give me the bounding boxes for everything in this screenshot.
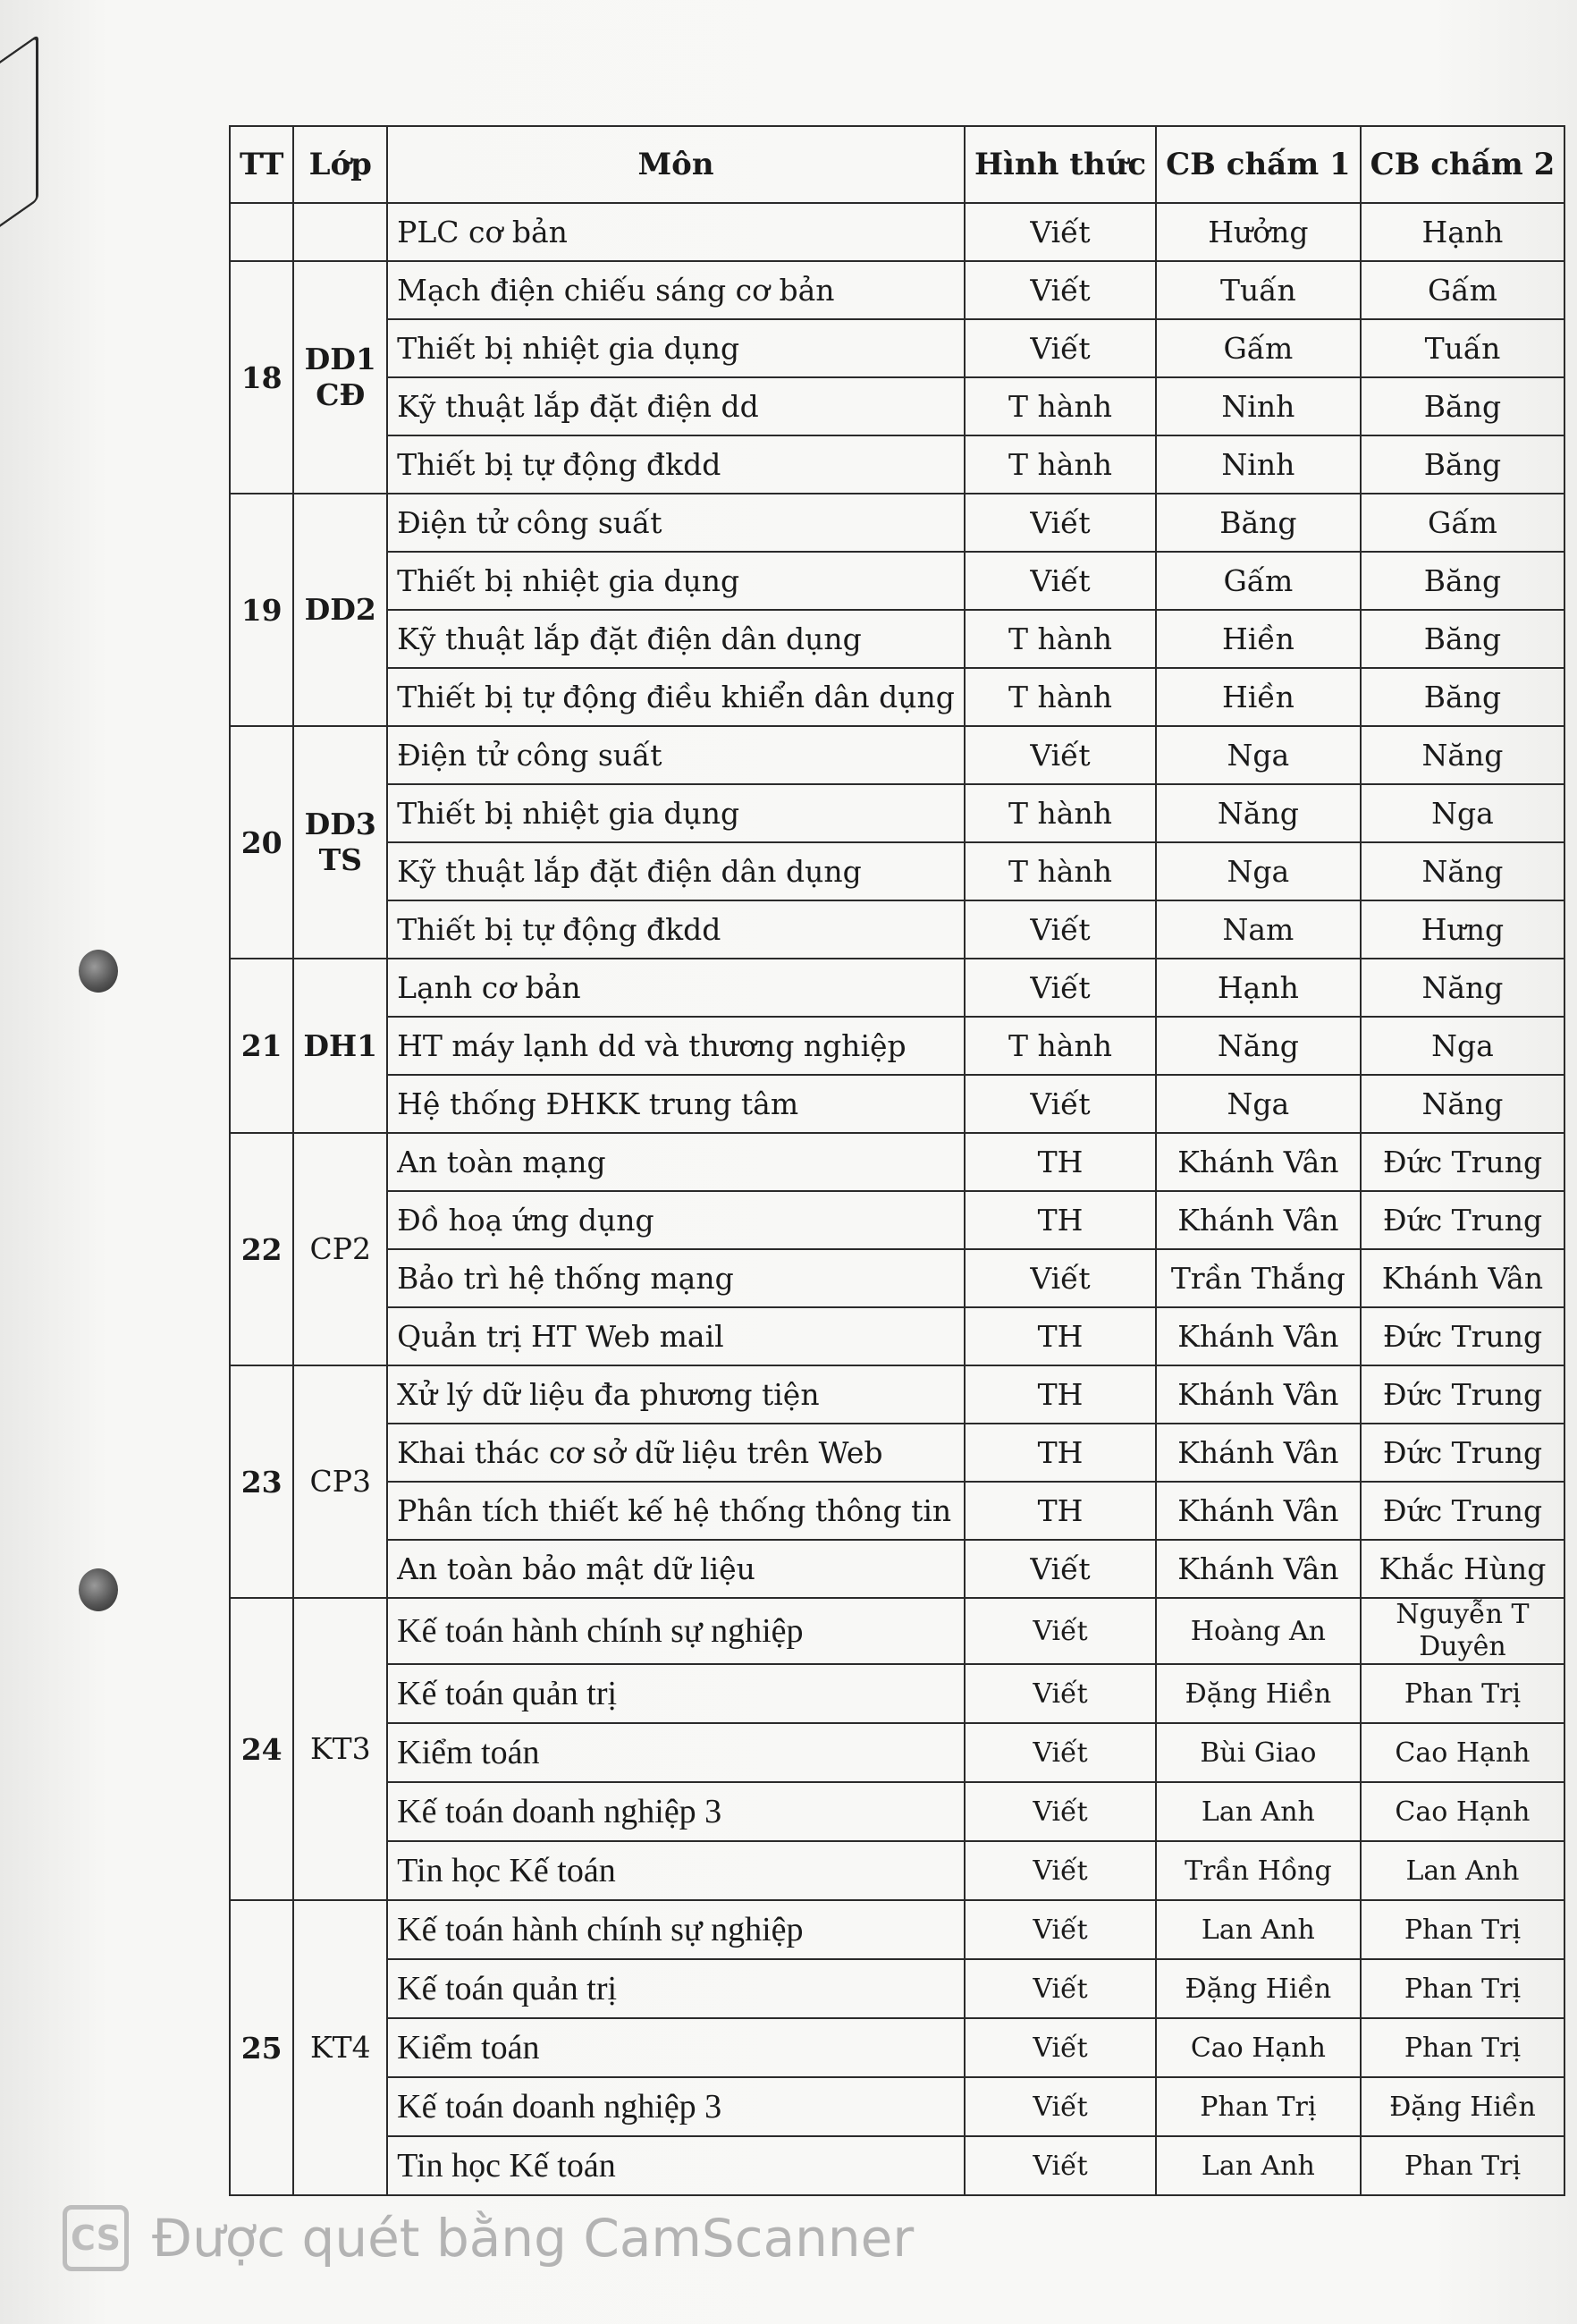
format-cell: TH — [965, 1424, 1156, 1482]
subject-cell: Kỹ thuật lắp đặt điện dân dụng — [387, 610, 965, 668]
subject-cell: Kỹ thuật lắp đặt điện dân dụng — [387, 842, 965, 900]
class-cell: CP2 — [293, 1133, 387, 1365]
grader2-cell: Đức Trung — [1361, 1191, 1565, 1249]
subject-cell: Khai thác cơ sở dữ liệu trên Web — [387, 1424, 965, 1482]
grader1-cell: Ninh — [1156, 377, 1361, 435]
lop-cell — [293, 203, 387, 261]
subject-cell: Hệ thống ĐHKK trung tâm — [387, 1075, 965, 1133]
subject-cell: Điện tử công suất — [387, 726, 965, 784]
tt-cell: 20 — [230, 726, 293, 959]
subject-cell: Bảo trì hệ thống mạng — [387, 1249, 965, 1307]
table-row — [230, 494, 1564, 552]
grading-schedule-table — [229, 125, 1565, 2196]
format-cell: Viết — [965, 494, 1156, 552]
grader2-cell: Đức Trung — [1361, 1307, 1565, 1365]
grader2-cell: Cao Hạnh — [1361, 1723, 1565, 1782]
table-row — [230, 1782, 1564, 1841]
subject-cell: Kiểm toán — [387, 1723, 965, 1782]
grader1-cell: Lan Anh — [1156, 2136, 1361, 2195]
subject-cell: Kế toán hành chính sự nghiệp — [387, 1598, 965, 1664]
grader1-cell: Khánh Vân — [1156, 1133, 1361, 1191]
class-cell: CP3 — [293, 1365, 387, 1598]
header-cb2: CB chấm 2 — [1361, 126, 1565, 203]
table-row — [230, 842, 1564, 900]
subject-cell: Kế toán doanh nghiệp 3 — [387, 2077, 965, 2136]
grader2-cell: Gấm — [1361, 261, 1565, 319]
format-cell: T hành — [965, 1017, 1156, 1075]
tt-cell: 23 — [230, 1365, 293, 1598]
grader1-cell: Đặng Hiền — [1156, 1959, 1361, 2018]
grader1-cell: Lan Anh — [1156, 1782, 1361, 1841]
grader2-cell: Băng — [1361, 552, 1565, 610]
tt-cell: 19 — [230, 494, 293, 726]
format-cell: Viết — [965, 1249, 1156, 1307]
subject-cell: Lạnh cơ bản — [387, 959, 965, 1017]
subject-cell: Thiết bị tự động đkdd — [387, 900, 965, 959]
format-cell: Viết — [965, 726, 1156, 784]
subject-cell: PLC cơ bản — [387, 203, 965, 261]
format-cell: Viết — [965, 1959, 1156, 2018]
tt-cell: 18 — [230, 261, 293, 494]
grader1-cell: Khánh Vân — [1156, 1191, 1361, 1249]
format-cell: Viết — [965, 1540, 1156, 1598]
grader2-cell: Hưng — [1361, 900, 1565, 959]
grader2-cell: Khắc Hùng — [1361, 1540, 1565, 1598]
format-cell: Viết — [965, 1841, 1156, 1900]
format-cell: Viết — [965, 203, 1156, 261]
table-row — [230, 435, 1564, 494]
format-cell: T hành — [965, 610, 1156, 668]
grader2-cell: Nga — [1361, 784, 1565, 842]
tt-cell: 25 — [230, 1900, 293, 2195]
tt-cell — [230, 203, 293, 261]
table-row — [230, 668, 1564, 726]
header-cb1: CB chấm 1 — [1156, 126, 1361, 203]
subject-cell: Thiết bị nhiệt gia dụng — [387, 784, 965, 842]
subject-cell: Xử lý dữ liệu đa phương tiện — [387, 1365, 965, 1424]
grader2-cell: Phan Trị — [1361, 2018, 1565, 2077]
grader2-cell: Phan Trị — [1361, 1664, 1565, 1723]
header-lop: Lớp — [293, 126, 387, 203]
class-cell: KT3 — [293, 1598, 387, 1900]
table-row — [230, 1723, 1564, 1782]
table-row — [230, 319, 1564, 377]
format-cell: TH — [965, 1365, 1156, 1424]
grader2-cell: Băng — [1361, 435, 1565, 494]
grader1-cell: Lan Anh — [1156, 1900, 1361, 1959]
subject-cell: Thiết bị tự động đkdd — [387, 435, 965, 494]
grader2-cell: Phan Trị — [1361, 2136, 1565, 2195]
format-cell: Viết — [965, 2077, 1156, 2136]
format-cell: TH — [965, 1482, 1156, 1540]
grader2-cell: Băng — [1361, 610, 1565, 668]
grader1-cell: Ninh — [1156, 435, 1361, 494]
table-row — [230, 1075, 1564, 1133]
grader2-cell: Khánh Vân — [1361, 1249, 1565, 1307]
format-cell: TH — [965, 1191, 1156, 1249]
grader1-cell: Năng — [1156, 1017, 1361, 1075]
format-cell: Viết — [965, 2136, 1156, 2195]
camscanner-watermark — [63, 2202, 914, 2274]
subject-cell: Kế toán hành chính sự nghiệp — [387, 1900, 965, 1959]
grader2-cell: Phan Trị — [1361, 1959, 1565, 2018]
table-row — [230, 1133, 1564, 1191]
subject-cell: Thiết bị tự động điều khiển dân dụng — [387, 668, 965, 726]
format-cell: Viết — [965, 1598, 1156, 1664]
format-cell: TH — [965, 1133, 1156, 1191]
subject-cell: Phân tích thiết kế hệ thống thông tin — [387, 1482, 965, 1540]
subject-cell: Kỹ thuật lắp đặt điện dd — [387, 377, 965, 435]
table-row — [230, 1017, 1564, 1075]
grader2-cell: Nguyễn T Duyên — [1361, 1598, 1565, 1664]
subject-cell: Kế toán quản trị — [387, 1664, 965, 1723]
grader2-cell: Băng — [1361, 668, 1565, 726]
grader1-cell: Khánh Vân — [1156, 1307, 1361, 1365]
grader1-cell: Gấm — [1156, 319, 1361, 377]
header-hinh-thuc: Hình thức — [965, 126, 1156, 203]
format-cell: T hành — [965, 842, 1156, 900]
class-cell: KT4 — [293, 1900, 387, 2195]
tt-cell: 22 — [230, 1133, 293, 1365]
grader2-cell: Phan Trị — [1361, 1900, 1565, 1959]
subject-cell: Quản trị HT Web mail — [387, 1307, 965, 1365]
grader2-cell: Gấm — [1361, 494, 1565, 552]
table-row — [230, 959, 1564, 1017]
table-row — [230, 2018, 1564, 2077]
table-row — [230, 203, 1564, 261]
format-cell: Viết — [965, 2018, 1156, 2077]
grader1-cell: Khánh Vân — [1156, 1482, 1361, 1540]
grader1-cell: Trần Thắng — [1156, 1249, 1361, 1307]
grader2-cell: Băng — [1361, 377, 1565, 435]
grader1-cell: Nga — [1156, 1075, 1361, 1133]
subject-cell: Mạch điện chiếu sáng cơ bản — [387, 261, 965, 319]
table-row — [230, 2136, 1564, 2195]
format-cell: Viết — [965, 1782, 1156, 1841]
grader2-cell: Lan Anh — [1361, 1841, 1565, 1900]
table-row — [230, 1841, 1564, 1900]
grader2-cell: Đức Trung — [1361, 1424, 1565, 1482]
table-row — [230, 1424, 1564, 1482]
grader2-cell: Đức Trung — [1361, 1365, 1565, 1424]
subject-cell: An toàn bảo mật dữ liệu — [387, 1540, 965, 1598]
subject-cell: Thiết bị nhiệt gia dụng — [387, 552, 965, 610]
camscanner-logo-icon: CS — [63, 2205, 129, 2271]
format-cell: T hành — [965, 668, 1156, 726]
grader1-cell: Nam — [1156, 900, 1361, 959]
grader1-cell: Hiền — [1156, 668, 1361, 726]
header-mon: Môn — [387, 126, 965, 203]
grader2-cell: Nga — [1361, 1017, 1565, 1075]
class-cell: DH1 — [293, 959, 387, 1133]
table-row — [230, 610, 1564, 668]
grader1-cell: Nga — [1156, 726, 1361, 784]
grader1-cell: Đặng Hiền — [1156, 1664, 1361, 1723]
grader1-cell: Phan Trị — [1156, 2077, 1361, 2136]
grader1-cell: Hưởng — [1156, 203, 1361, 261]
table-row — [230, 1482, 1564, 1540]
grader1-cell: Khánh Vân — [1156, 1540, 1361, 1598]
format-cell: Viết — [965, 552, 1156, 610]
punch-hole — [79, 950, 118, 993]
table-row — [230, 2077, 1564, 2136]
format-cell: Viết — [965, 900, 1156, 959]
grader2-cell: Tuấn — [1361, 319, 1565, 377]
grader2-cell: Đức Trung — [1361, 1133, 1565, 1191]
table-row — [230, 726, 1564, 784]
grader2-cell: Năng — [1361, 726, 1565, 784]
format-cell: Viết — [965, 1075, 1156, 1133]
subject-cell: Kế toán doanh nghiệp 3 — [387, 1782, 965, 1841]
subject-cell: Tin học Kế toán — [387, 1841, 965, 1900]
subject-cell: Điện tử công suất — [387, 494, 965, 552]
grader2-cell: Đức Trung — [1361, 1482, 1565, 1540]
format-cell: Viết — [965, 1664, 1156, 1723]
format-cell: Viết — [965, 959, 1156, 1017]
grader1-cell: Hoàng An — [1156, 1598, 1361, 1664]
subject-cell: Tin học Kế toán — [387, 2136, 965, 2195]
header-tt: TT — [230, 126, 293, 203]
grader1-cell: Trần Hồng — [1156, 1841, 1361, 1900]
tt-cell: 24 — [230, 1598, 293, 1900]
grader2-cell: Cao Hạnh — [1361, 1782, 1565, 1841]
table-row — [230, 1191, 1564, 1249]
grader1-cell: Bùi Giao — [1156, 1723, 1361, 1782]
table-row — [230, 900, 1564, 959]
subject-cell: An toàn mạng — [387, 1133, 965, 1191]
table-row — [230, 1540, 1564, 1598]
format-cell: T hành — [965, 435, 1156, 494]
subject-cell: Kiểm toán — [387, 2018, 965, 2077]
subject-cell: Thiết bị nhiệt gia dụng — [387, 319, 965, 377]
class-cell: DD1 CĐ — [293, 261, 387, 494]
grader2-cell: Năng — [1361, 1075, 1565, 1133]
grader1-cell: Gấm — [1156, 552, 1361, 610]
format-cell: Viết — [965, 1723, 1156, 1782]
table-row — [230, 1365, 1564, 1424]
grader1-cell: Băng — [1156, 494, 1361, 552]
table-row — [230, 377, 1564, 435]
table-row — [230, 1664, 1564, 1723]
class-cell: DD2 — [293, 494, 387, 726]
table-header-row — [230, 126, 1564, 203]
subject-cell: Đồ hoạ ứng dụng — [387, 1191, 965, 1249]
table-row — [230, 1598, 1564, 1664]
grader1-cell: Nga — [1156, 842, 1361, 900]
table-row — [230, 1249, 1564, 1307]
format-cell: Viết — [965, 319, 1156, 377]
table-row — [230, 1307, 1564, 1365]
punch-hole — [79, 1568, 118, 1611]
table-row — [230, 552, 1564, 610]
subject-cell: Kế toán quản trị — [387, 1959, 965, 2018]
grader1-cell: Khánh Vân — [1156, 1424, 1361, 1482]
grader1-cell: Tuấn — [1156, 261, 1361, 319]
format-cell: Viết — [965, 1900, 1156, 1959]
tt-cell: 21 — [230, 959, 293, 1133]
class-cell: DD3 TS — [293, 726, 387, 959]
table-row — [230, 1900, 1564, 1959]
grader2-cell: Đặng Hiền — [1361, 2077, 1565, 2136]
grader1-cell: Cao Hạnh — [1156, 2018, 1361, 2077]
format-cell: T hành — [965, 784, 1156, 842]
format-cell: TH — [965, 1307, 1156, 1365]
format-cell: Viết — [965, 261, 1156, 319]
grader1-cell: Hạnh — [1156, 959, 1361, 1017]
table-row — [230, 1959, 1564, 2018]
grader1-cell: Năng — [1156, 784, 1361, 842]
table-row — [230, 261, 1564, 319]
table-row — [230, 784, 1564, 842]
subject-cell: HT máy lạnh dd và thương nghiệp — [387, 1017, 965, 1075]
grader2-cell: Hạnh — [1361, 203, 1565, 261]
grader1-cell: Khánh Vân — [1156, 1365, 1361, 1424]
grader2-cell: Năng — [1361, 959, 1565, 1017]
grader2-cell: Năng — [1361, 842, 1565, 900]
format-cell: T hành — [965, 377, 1156, 435]
watermark-text: Được quét bằng CamScanner — [152, 2208, 915, 2269]
grader1-cell: Hiền — [1156, 610, 1361, 668]
